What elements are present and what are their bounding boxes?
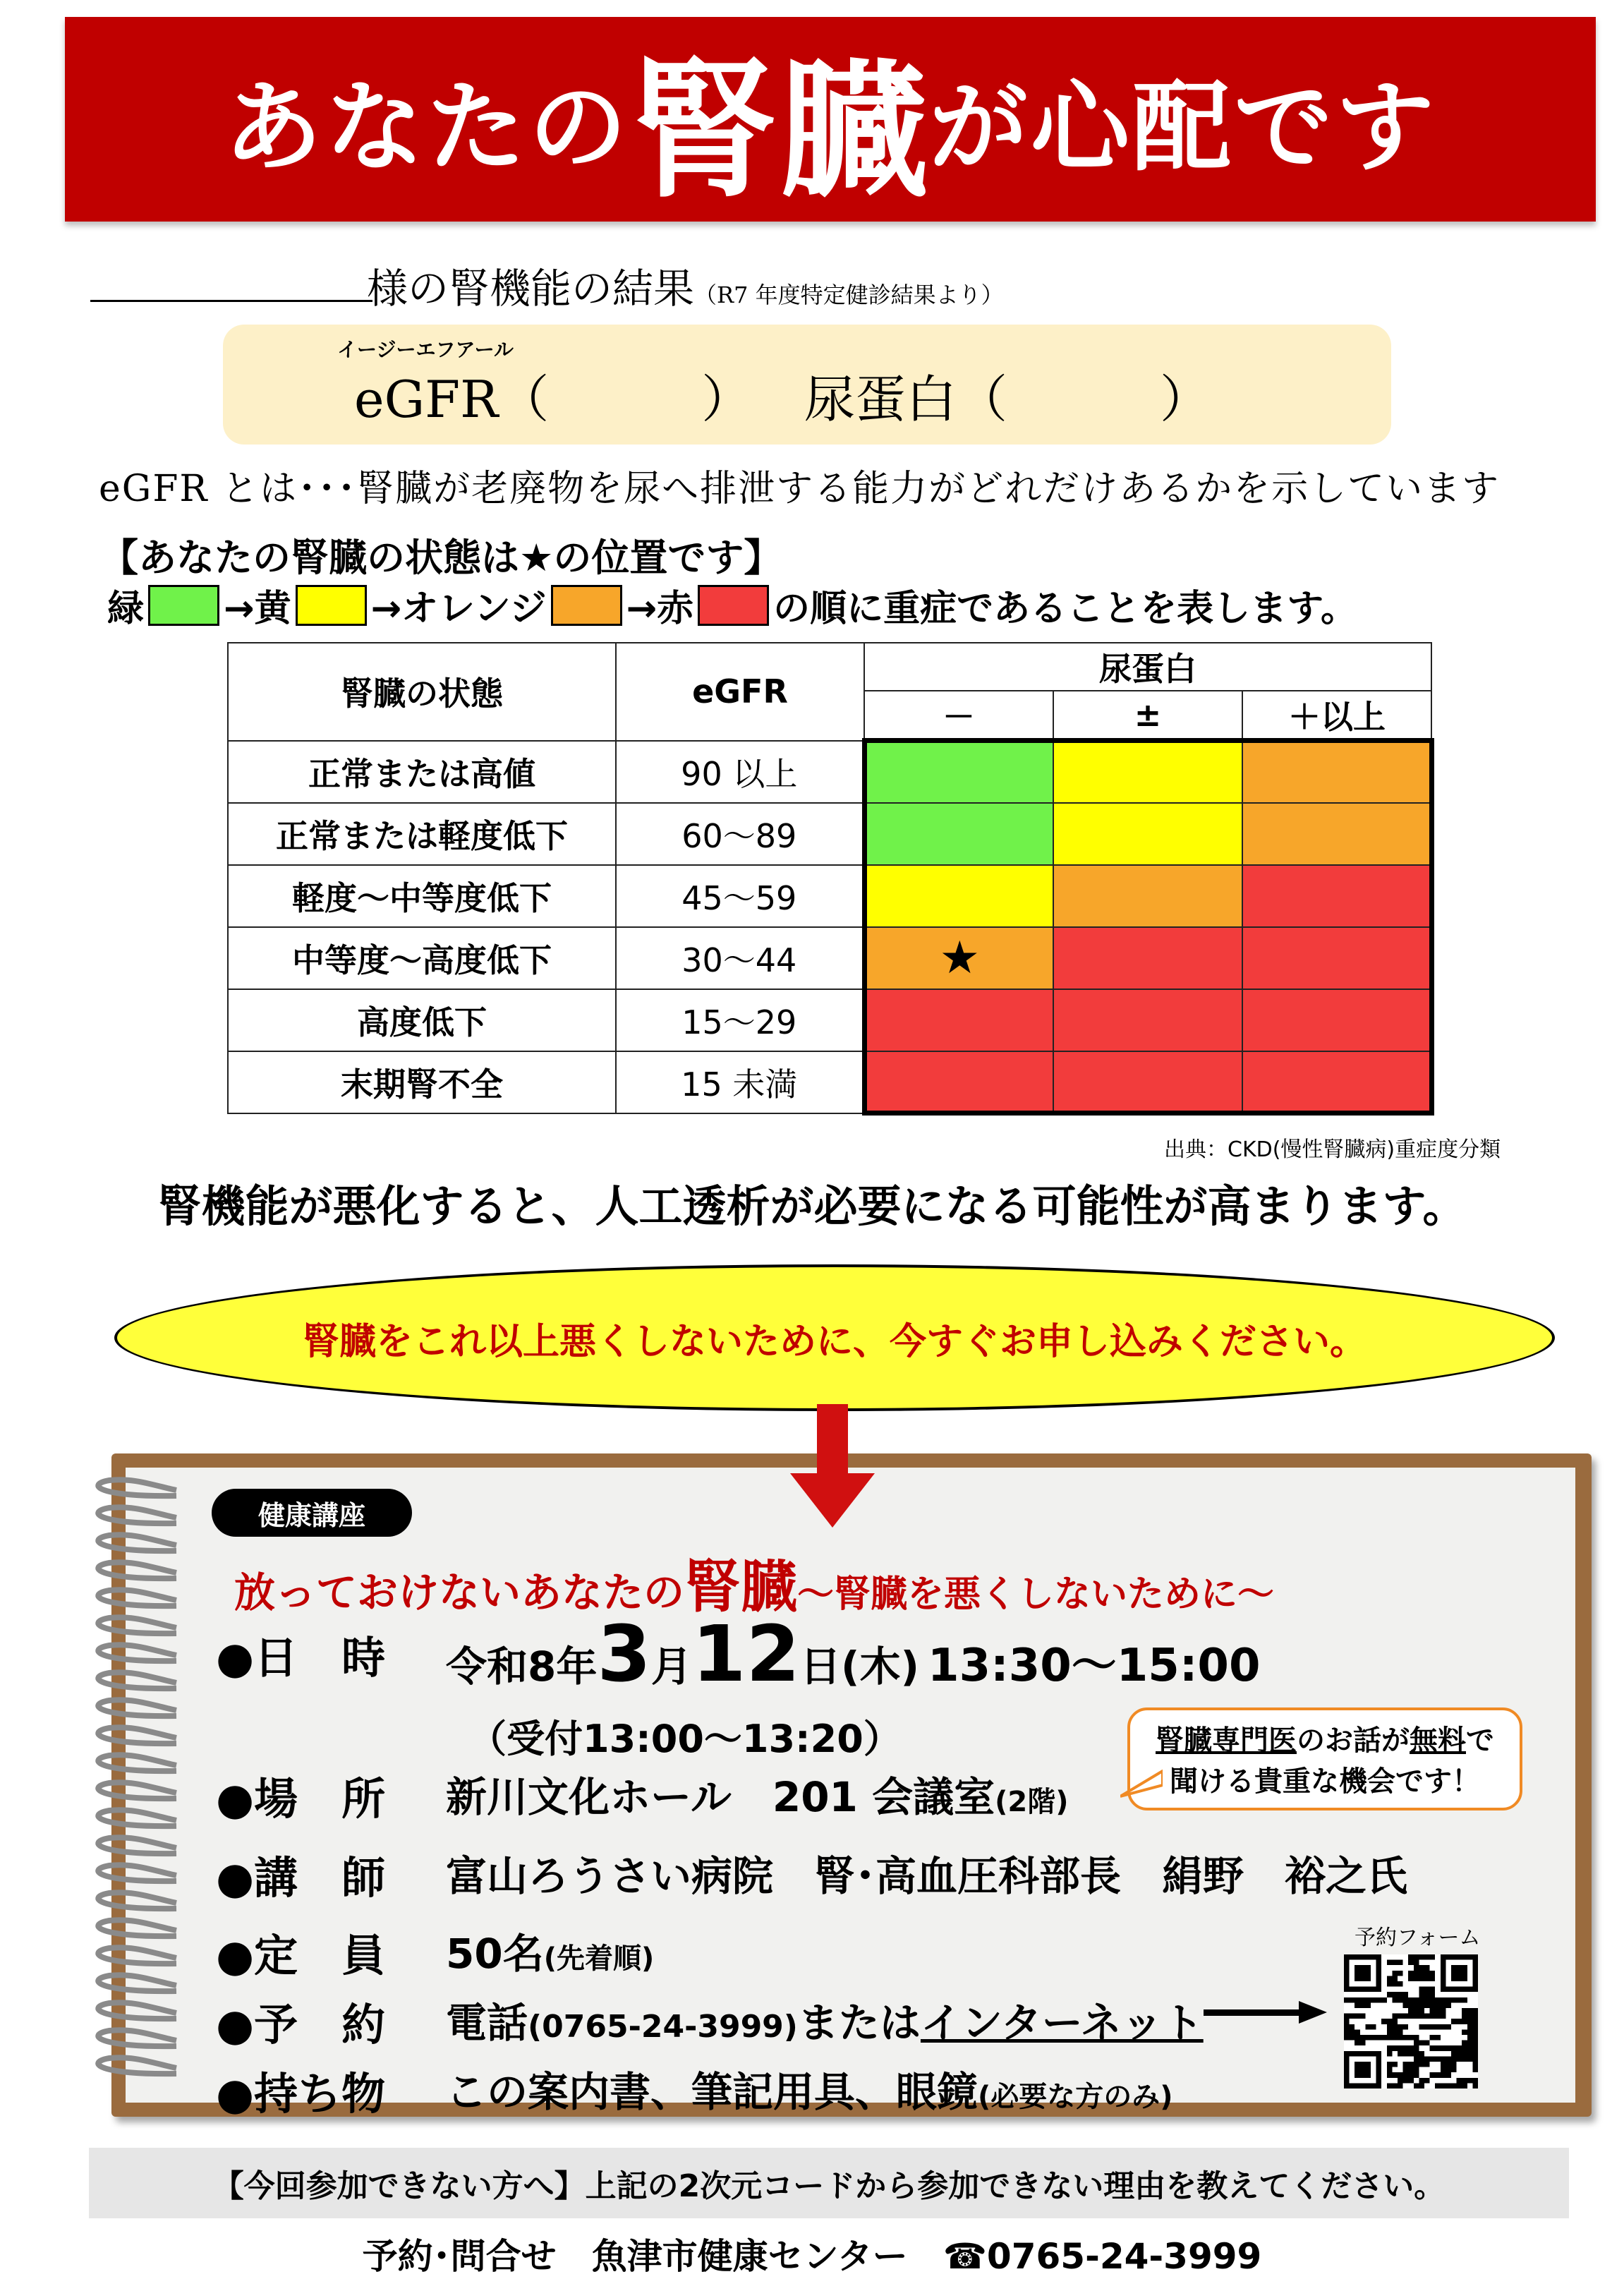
row-egfr: 90 以上 [616, 741, 864, 803]
reserve-value [446, 1990, 1204, 2049]
ring [98, 1837, 176, 1854]
date-label: ●日 時 [216, 1632, 386, 1683]
ring [98, 1535, 176, 1551]
lecturer-label: ●講 師 [216, 1852, 386, 1904]
ring [98, 1947, 176, 1964]
header-state: 腎臓の状態 [228, 643, 616, 741]
bubble-mid: のお話が [1297, 1724, 1410, 1757]
ring [98, 1645, 176, 1661]
ring [98, 1975, 176, 1991]
severity-cell [1053, 1051, 1242, 1113]
severity-cell [1053, 741, 1242, 803]
date-time: 13:30～15:00 [928, 1640, 1261, 1692]
qr-code-icon[interactable] [1344, 1954, 1478, 2088]
table-row [228, 865, 1431, 927]
row-egfr: 15～29 [616, 989, 864, 1051]
egfr-ruby: イージーエフアール [337, 338, 514, 361]
reserve-label: ●予 約 [216, 1999, 386, 2050]
info-bubble [1127, 1707, 1522, 1810]
place-name: 新川文化ホール 201 会議室 [446, 1773, 995, 1821]
course-title-emphasis: 腎臓 [684, 1554, 798, 1620]
row-state: 正常または高値 [228, 741, 616, 803]
severity-legend [107, 579, 1357, 631]
severity-cell [864, 741, 1053, 803]
date-day: 12 [691, 1609, 800, 1699]
legend-green-swatch [148, 585, 219, 626]
ring [98, 2002, 176, 2019]
title-emphasis: 腎臓 [629, 44, 929, 218]
legend-tail: の順に重症であることを表します。 [773, 588, 1357, 630]
qr-label: 予約フォーム [1355, 1926, 1481, 1950]
bubble-specialist: 腎臓専門医 [1156, 1724, 1297, 1757]
ring [98, 1920, 176, 1936]
legend-red-swatch [698, 585, 769, 626]
header-protein: 尿蛋白 [864, 643, 1431, 691]
ring [98, 1755, 176, 1771]
egfr-result-field: eGFR（ ） [354, 370, 753, 429]
ckd-severity-table [227, 642, 1434, 1116]
warning-text: 腎機能が悪化すると、人工透析が必要になる可能性が高まります。 [157, 1180, 1467, 1232]
place-label: ●場 所 [216, 1773, 386, 1825]
contact-phone: ☎0765-24-3999 [943, 2236, 1262, 2277]
severity-cell [864, 865, 1053, 927]
row-state: 軽度～中等度低下 [228, 865, 616, 927]
severity-cell [864, 927, 1053, 989]
date-value [446, 1609, 1260, 1699]
reception-time: （受付13:00～13:20） [468, 1717, 902, 1761]
severity-cell [1242, 865, 1431, 927]
severity-cell [1242, 803, 1431, 865]
capacity-value [446, 1921, 654, 1980]
status-heading: 【あなたの腎臓の状態は★の位置です】 [100, 536, 782, 580]
table-row [228, 1051, 1431, 1113]
row-egfr: 15 未満 [616, 1051, 864, 1113]
severity-cell [1242, 989, 1431, 1051]
header-protein-pm: ± [1053, 691, 1242, 741]
table-row [228, 927, 1431, 989]
bubble-free: 無料 [1410, 1724, 1466, 1757]
title-post: が心配です [929, 69, 1438, 186]
ring [98, 1727, 176, 1743]
ring [98, 1590, 176, 1606]
row-state: 中等度～高度低下 [228, 927, 616, 989]
result-note: （R7 年度特定健診結果より） [694, 282, 1004, 308]
ring [98, 1782, 176, 1799]
row-state: 正常または軽度低下 [228, 803, 616, 865]
ring [98, 1700, 176, 1716]
title-pre: あなたの [223, 69, 630, 186]
ring [98, 1480, 176, 1496]
row-egfr: 60～89 [616, 803, 864, 865]
legend-yellow-label: →黄 [224, 588, 291, 630]
place-floor: (2階) [995, 1786, 1069, 1818]
severity-cell [1242, 1051, 1431, 1113]
table-row [228, 989, 1431, 1051]
contact-line [0, 2228, 1624, 2279]
course-title-post: ～腎臓を悪くしないために～ [797, 1573, 1275, 1616]
legend-yellow-swatch [296, 585, 367, 626]
capacity-note: (先着順) [543, 1942, 655, 1975]
header-protein-pos: ＋以上 [1242, 691, 1431, 741]
ring [98, 1892, 176, 1909]
ring [98, 1865, 176, 1881]
reserve-phone-word: 電話 [446, 1999, 528, 2047]
date-year: 令和8年 [446, 1643, 598, 1691]
ring [98, 1562, 176, 1578]
bubble-end: で [1466, 1724, 1494, 1757]
bring-label: ●持ち物 [216, 2068, 386, 2120]
protein-result-field: 尿蛋白（ ） [804, 370, 1211, 429]
row-egfr: 45～59 [616, 865, 864, 927]
course-badge: 健康講座 [212, 1489, 412, 1537]
capacity-label: ●定 員 [216, 1930, 386, 1981]
legend-orange-swatch [551, 585, 622, 626]
down-arrow-icon [790, 1404, 875, 1528]
severity-cell [1053, 803, 1242, 865]
ring [98, 1617, 176, 1633]
legend-orange-label: →オレンジ [370, 588, 547, 630]
severity-cell [864, 803, 1053, 865]
ring [98, 1810, 176, 1826]
star-marker-icon: ★ [939, 931, 980, 984]
date-month-unit: 月 [650, 1643, 692, 1691]
page-title [65, 17, 1596, 222]
header-banner [65, 17, 1596, 222]
date-weekday: (木) [841, 1643, 920, 1691]
header-protein-neg: － [864, 691, 1053, 741]
egfr-description: eGFR とは･･･腎臓が老廃物を尿へ排泄する能力がどれだけあるかを示しています [99, 468, 1501, 510]
lecturer-value: 富山ろうさい病院 腎･高血圧科部長 絹野 裕之氏 [446, 1852, 1408, 1900]
header-egfr: eGFR [616, 643, 864, 741]
legend-red-label: →赤 [626, 588, 694, 630]
reserve-internet: インターネット [920, 1999, 1204, 2047]
reserve-phone: (0765-24-3999) [528, 2009, 798, 2045]
place-value [446, 1764, 1069, 1823]
table-row [228, 803, 1431, 865]
severity-cell [1053, 865, 1242, 927]
bring-note: (必要な方のみ) [978, 2081, 1173, 2113]
table-row [228, 741, 1431, 803]
result-heading-text: 様の腎機能の結果 [367, 265, 695, 313]
date-day-unit: 日 [800, 1643, 842, 1691]
bring-items: この案内書、筆記用具、眼鏡 [446, 2068, 978, 2116]
bring-value [446, 2059, 1173, 2118]
callout-text: 腎臓をこれ以上悪くしないために、今すぐお申し込みください。 [302, 1320, 1367, 1363]
severity-cell [1053, 989, 1242, 1051]
ring [98, 1672, 176, 1688]
bubble-line2: 聞ける貴重な機会です！ [1170, 1765, 1480, 1798]
ring [98, 2057, 176, 2074]
callout-ellipse [114, 1264, 1555, 1411]
severity-cell [1242, 741, 1431, 803]
bottom-notice [89, 2148, 1569, 2218]
row-state: 末期腎不全 [228, 1051, 616, 1113]
reserve-or: または [797, 1999, 921, 2047]
severity-cell [1242, 927, 1431, 989]
arrow-right-icon [1204, 1998, 1327, 2026]
severity-cell [864, 989, 1053, 1051]
bubble-tail [1120, 1770, 1163, 1798]
course-title-pre: 放っておけないあなたの [234, 1568, 685, 1616]
ring [98, 1507, 176, 1523]
ckd-table [227, 642, 1434, 1116]
result-heading [367, 255, 1004, 315]
row-egfr: 30～44 [616, 927, 864, 989]
legend-green-label: 緑 [107, 588, 145, 630]
ring [98, 2030, 176, 2046]
notebook-rings [71, 1475, 190, 2096]
capacity-number: 50名 [446, 1930, 544, 1978]
contact-label: 予約･問合せ 魚津市健康センター [362, 2236, 943, 2277]
row-state: 高度低下 [228, 989, 616, 1051]
date-month: 3 [597, 1609, 651, 1699]
severity-cell [1053, 927, 1242, 989]
name-blank-line [90, 300, 372, 302]
bottom-notice-text: 【今回参加できない方へ】上記の2次元コードから参加できない理由を教えてください。 [212, 2168, 1446, 2204]
severity-cell [864, 1051, 1053, 1113]
table-source: 出典：CKD(慢性腎臓病)重症度分類 [1164, 1137, 1501, 1162]
